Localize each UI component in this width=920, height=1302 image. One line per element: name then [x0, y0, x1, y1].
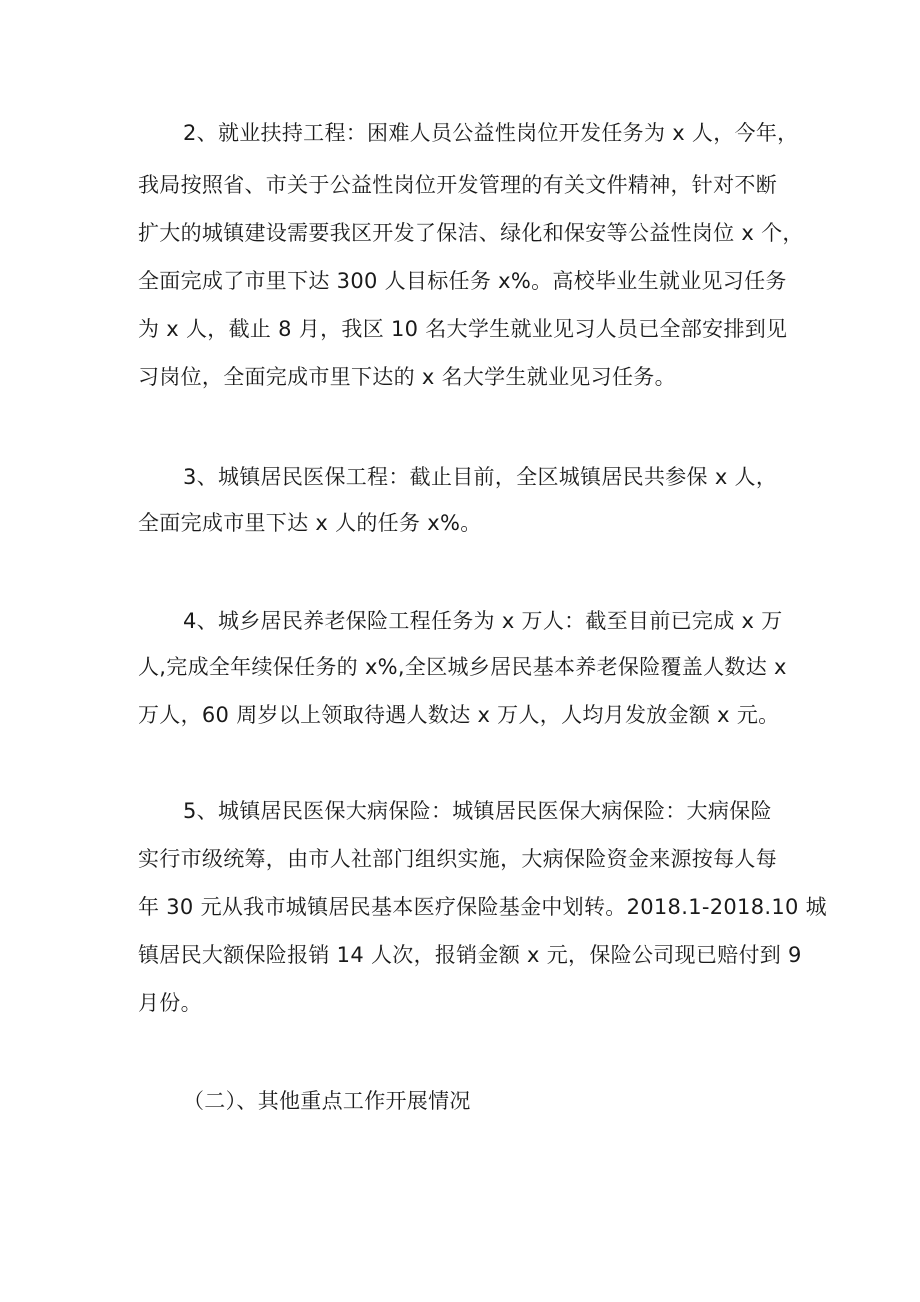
- paragraph-pension-line-3: 万人，60 周岁以上领取待遇人数达 x 万人，人均月发放金额 x 元。: [138, 703, 780, 727]
- paragraph-employment-line-3: 扩大的城镇建设需要我区开发了保洁、绿化和保安等公益性岗位 x 个，: [138, 221, 804, 245]
- paragraph-employment-line-5: 为 x 人，截止 8 月，我区 10 名大学生就业见习人员已全部安排到见: [138, 317, 788, 341]
- paragraph-medical-line-1: 3、城镇居民医保工程：截止目前，全区城镇居民共参保 x 人，: [183, 465, 778, 489]
- section-heading-other-work: （二）、其他重点工作开展情况: [183, 1089, 471, 1113]
- paragraph-pension-line-2: 人,完成全年续保任务的 x%,全区城乡居民基本养老保险覆盖人数达 x: [138, 655, 787, 679]
- paragraph-major-illness-line-2: 实行市级统筹，由市人社部门组织实施，大病保险资金来源按每人每: [138, 847, 777, 871]
- paragraph-pension-line-1: 4、城乡居民养老保险工程任务为 x 万人：截至目前已完成 x 万: [183, 609, 783, 633]
- paragraph-major-illness-line-5: 月份。: [138, 991, 202, 1015]
- paragraph-major-illness-line-1: 5、城镇居民医保大病保险：城镇居民医保大病保险：大病保险: [183, 799, 772, 823]
- paragraph-major-illness-line-4: 镇居民大额保险报销 14 人次，报销金额 x 元，保险公司现已赔付到 9: [138, 943, 802, 967]
- paragraph-employment-line-2: 我局按照省、市关于公益性岗位开发管理的有关文件精神，针对不断: [138, 173, 777, 197]
- paragraph-employment-line-4: 全面完成了市里下达 300 人目标任务 x%。高校毕业生就业见习任务: [138, 269, 787, 293]
- paragraph-employment-line-6: 习岗位，全面完成市里下达的 x 名大学生就业见习任务。: [138, 365, 676, 389]
- paragraph-employment-line-1: 2、就业扶持工程：困难人员公益性岗位开发任务为 x 人，今年，: [183, 121, 799, 145]
- paragraph-medical-line-2: 全面完成市里下达 x 人的任务 x%。: [138, 511, 482, 535]
- paragraph-major-illness-line-3: 年 30 元从我市城镇居民基本医疗保险基金中划转。2018.1-2018.10 城: [138, 895, 827, 919]
